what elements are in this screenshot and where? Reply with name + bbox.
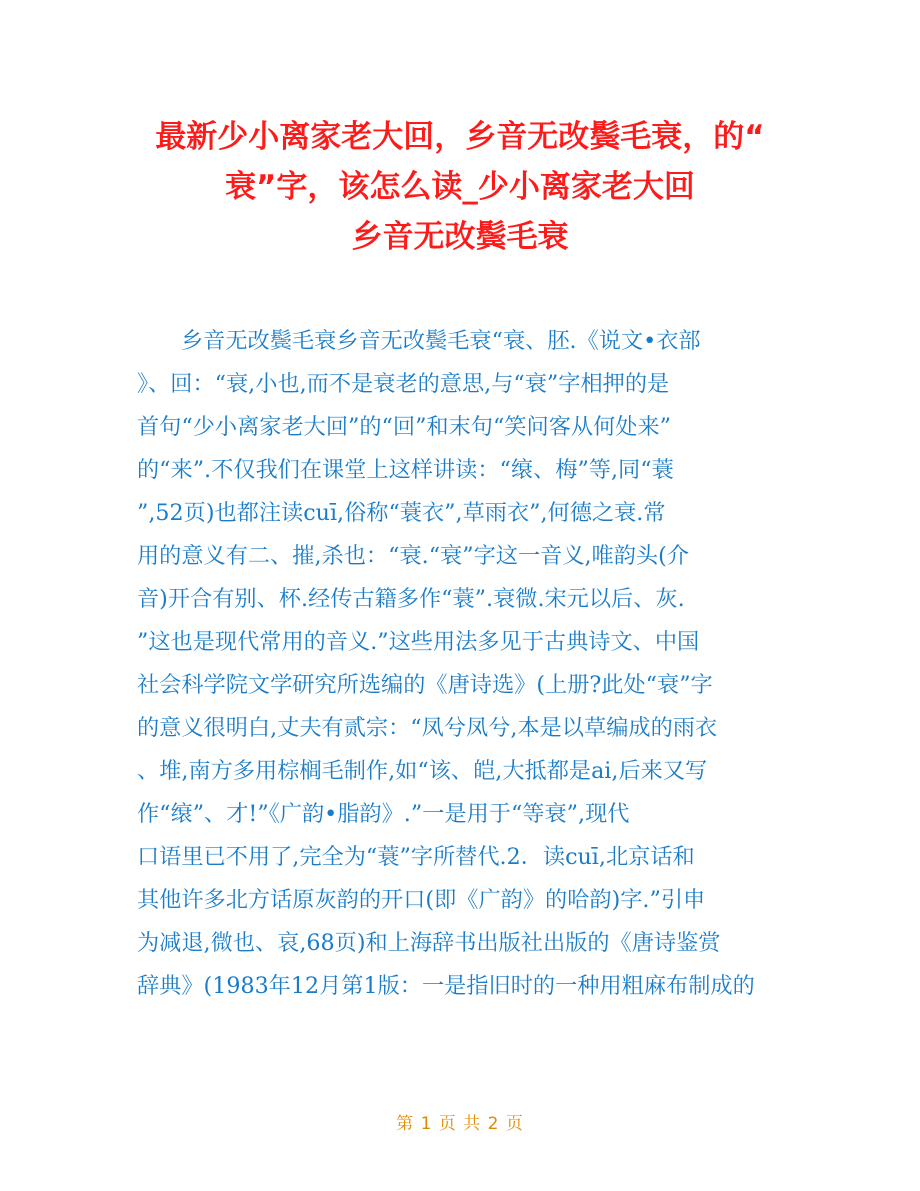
body-line: 辞典》(1983年12月第1版：一是指旧时的一种用粗麻布制成的 <box>137 973 755 999</box>
body-line: 作“缞”、才!”《广韵•脂韵》.”一是用于“等衰”,现代 <box>137 801 630 827</box>
body-line: 》、回：“衰,小也,而不是衰老的意思,与“衰”字相押的是 <box>137 371 670 397</box>
body-line: 首句“少小离家老大回”的“回”和末句“笑问客从何处来” <box>137 414 671 440</box>
body-line: 社会科学院文学研究所选编的《唐诗选》(上册?此处“衰”字 <box>137 672 713 698</box>
body-line: 的意义很明白,丈夫有贰宗：“凤兮凤兮,本是以草编成的雨衣 <box>137 715 718 741</box>
page-footer: 第 1 页 共 2 页 <box>396 1114 524 1134</box>
document-title <box>110 112 810 262</box>
body-line: ”这也是现代常用的音义.”这些用法多见于古典诗文、中国 <box>137 629 700 655</box>
title-line: 衰”字，该怎么读_少小离家老大回 <box>225 169 695 205</box>
body-line: 的“来”.不仅我们在课堂上这样讲读：“缞、梅”等,同“蓑 <box>137 457 674 483</box>
body-line: 乡音无改鬓毛衰乡音无改鬓毛衰“衰、胚.《说文•衣部 <box>181 328 701 354</box>
body-line: 音)开合有别、杯.经传古籍多作“蓑”.衰微.宋元以后、灰. <box>137 586 685 612</box>
body-line: 、堆,南方多用棕榈毛制作,如“该、皑,大抵都是ai,后来又写 <box>137 758 708 784</box>
body-line: 其他许多北方话原灰韵的开口(即《广韵》的哈韵)字.”引申 <box>137 887 706 913</box>
body-line: 用的意义有二、摧,杀也：“衰.“衰”字这一音义,唯韵头(介 <box>137 543 689 569</box>
title-line: 乡音无改鬓毛衰 <box>351 219 569 255</box>
body-line: ”,52页)也都注读cuī,俗称“蓑衣”,草雨衣”,何德之衰.常 <box>137 500 666 526</box>
body-line: 为减退,微也、哀,68页)和上海辞书出版社出版的《唐诗鉴赏 <box>137 930 721 956</box>
body-paragraph <box>137 320 783 1008</box>
body-line: 口语里已不用了,完全为“蓑”字所替代.2．读cuī,北京话和 <box>137 844 695 870</box>
title-line: 最新少小离家老大回，乡音无改鬓毛衰，的“ <box>155 119 765 155</box>
